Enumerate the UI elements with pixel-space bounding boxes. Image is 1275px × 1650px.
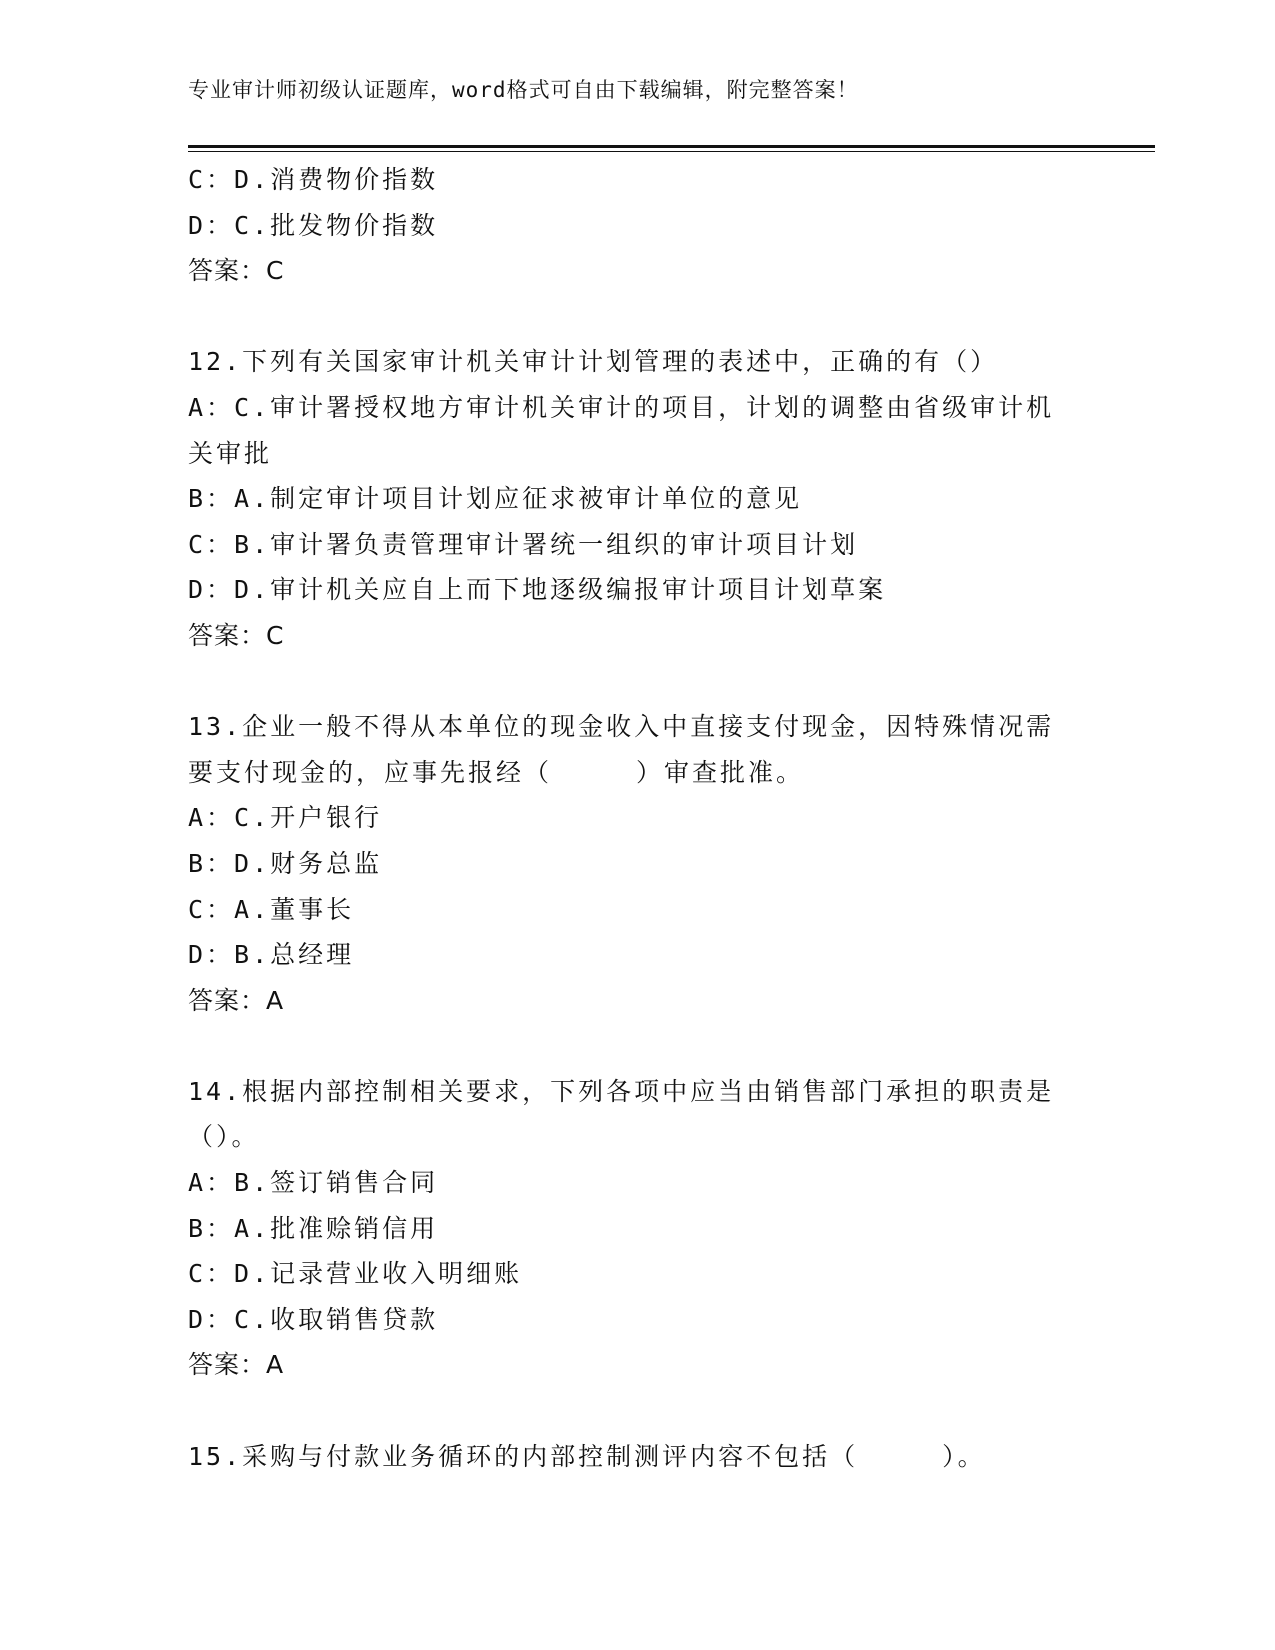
option-line: C：A.董事长 <box>188 894 355 924</box>
spacer <box>188 1023 1088 1069</box>
option-line: D：D.审计机关应自上而下地逐级编报审计项目计划草案 <box>188 575 887 605</box>
question-stem: 14.根据内部控制相关要求，下列各项中应当由销售部门承担的职责是 <box>188 1076 1055 1106</box>
option-line-continued: 关审批 <box>188 438 273 468</box>
answer-line: 答案：A <box>188 1350 285 1380</box>
page-header: 专业审计师初级认证题库，word格式可自由下载编辑，附完整答案！ <box>188 78 859 102</box>
question-block <box>188 704 1088 1023</box>
question-stem-continued: 要支付现金的，应事先报经（ ）审查批准。 <box>188 757 805 787</box>
spacer <box>188 659 1088 705</box>
header-divider-thick <box>188 145 1155 148</box>
answer-line: 答案：C <box>188 620 285 650</box>
option-line: B：A.批准赊销信用 <box>188 1213 439 1243</box>
question-block <box>188 1434 1088 1480</box>
spacer <box>188 1388 1088 1434</box>
answer-line: 答案：A <box>188 985 285 1015</box>
question-block <box>188 157 1088 294</box>
option-line: D：C.批发物价指数 <box>188 210 439 240</box>
option-line: A：C.审计署授权地方审计机关审计的项目，计划的调整由省级审计机 <box>188 392 1055 422</box>
question-stem: 13.企业一般不得从本单位的现金收入中直接支付现金，因特殊情况需 <box>188 712 1055 742</box>
header-divider-thin <box>188 151 1155 152</box>
option-line: B：A.制定审计项目计划应征求被审计单位的意见 <box>188 484 803 514</box>
question-stem: 12.下列有关国家审计机关审计计划管理的表述中，正确的有（） <box>188 347 999 377</box>
answer-line: 答案：C <box>188 256 285 286</box>
question-block <box>188 339 1088 658</box>
question-stem-continued: （）。 <box>188 1122 260 1152</box>
option-line: D：B.总经理 <box>188 940 355 970</box>
question-block <box>188 1069 1088 1388</box>
option-line: B：D.财务总监 <box>188 848 383 878</box>
spacer <box>188 294 1088 340</box>
option-line: A：B.签订销售合同 <box>188 1168 439 1198</box>
question-stem: 15.采购与付款业务循环的内部控制测评内容不包括（ ）。 <box>188 1441 986 1471</box>
option-line: C：B.审计署负责管理审计署统一组织的审计项目计划 <box>188 529 859 559</box>
option-line: A：C.开户银行 <box>188 803 383 833</box>
question-list <box>188 157 1088 1479</box>
option-line: D：C.收取销售贷款 <box>188 1304 439 1334</box>
option-line: C：D.记录营业收入明细账 <box>188 1259 523 1289</box>
option-line: C：D.消费物价指数 <box>188 165 439 194</box>
